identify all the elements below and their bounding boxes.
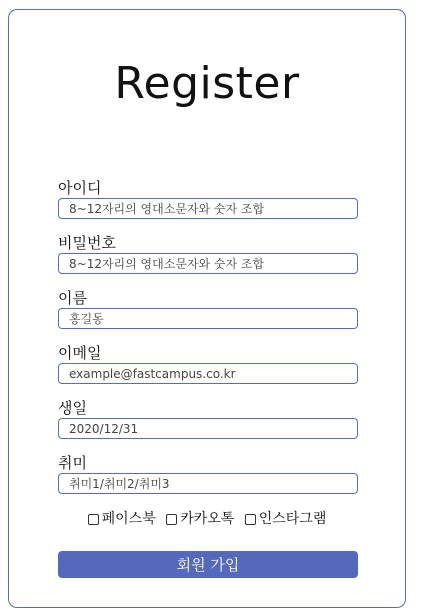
email-input[interactable] — [58, 363, 358, 384]
id-label: 아이디 — [58, 179, 102, 197]
password-label: 비밀번호 — [58, 234, 116, 252]
hobby-option-instagram[interactable] — [245, 510, 327, 528]
instagram-checkbox[interactable] — [245, 514, 256, 525]
password-field — [58, 234, 358, 274]
hobby-label: 취미 — [58, 454, 87, 472]
id-field — [58, 179, 358, 219]
hobby-checkbox-group — [9, 510, 405, 530]
hobby-input[interactable] — [58, 473, 358, 494]
birthday-field — [58, 399, 358, 439]
facebook-checkbox[interactable] — [88, 514, 99, 525]
hobby-option-facebook[interactable] — [88, 510, 156, 528]
birthday-label: 생일 — [58, 399, 87, 417]
register-button[interactable]: 회원 가입 — [58, 551, 358, 578]
facebook-checkbox-label: 페이스북 — [101, 511, 156, 527]
name-field — [58, 289, 358, 329]
kakaotalk-checkbox[interactable] — [166, 514, 177, 525]
id-input[interactable] — [58, 198, 358, 219]
name-input[interactable] — [58, 308, 358, 329]
instagram-checkbox-label: 인스타그램 — [258, 511, 327, 527]
password-input[interactable] — [58, 253, 358, 274]
hobby-field — [58, 454, 358, 494]
register-card — [8, 9, 406, 608]
email-field — [58, 344, 358, 384]
email-label: 이메일 — [58, 344, 102, 362]
birthday-input[interactable] — [58, 418, 358, 439]
page-title: Register — [114, 58, 300, 109]
kakaotalk-checkbox-label: 카카오톡 — [180, 511, 235, 527]
name-label: 이름 — [58, 289, 87, 307]
hobby-option-kakaotalk[interactable] — [166, 510, 234, 528]
